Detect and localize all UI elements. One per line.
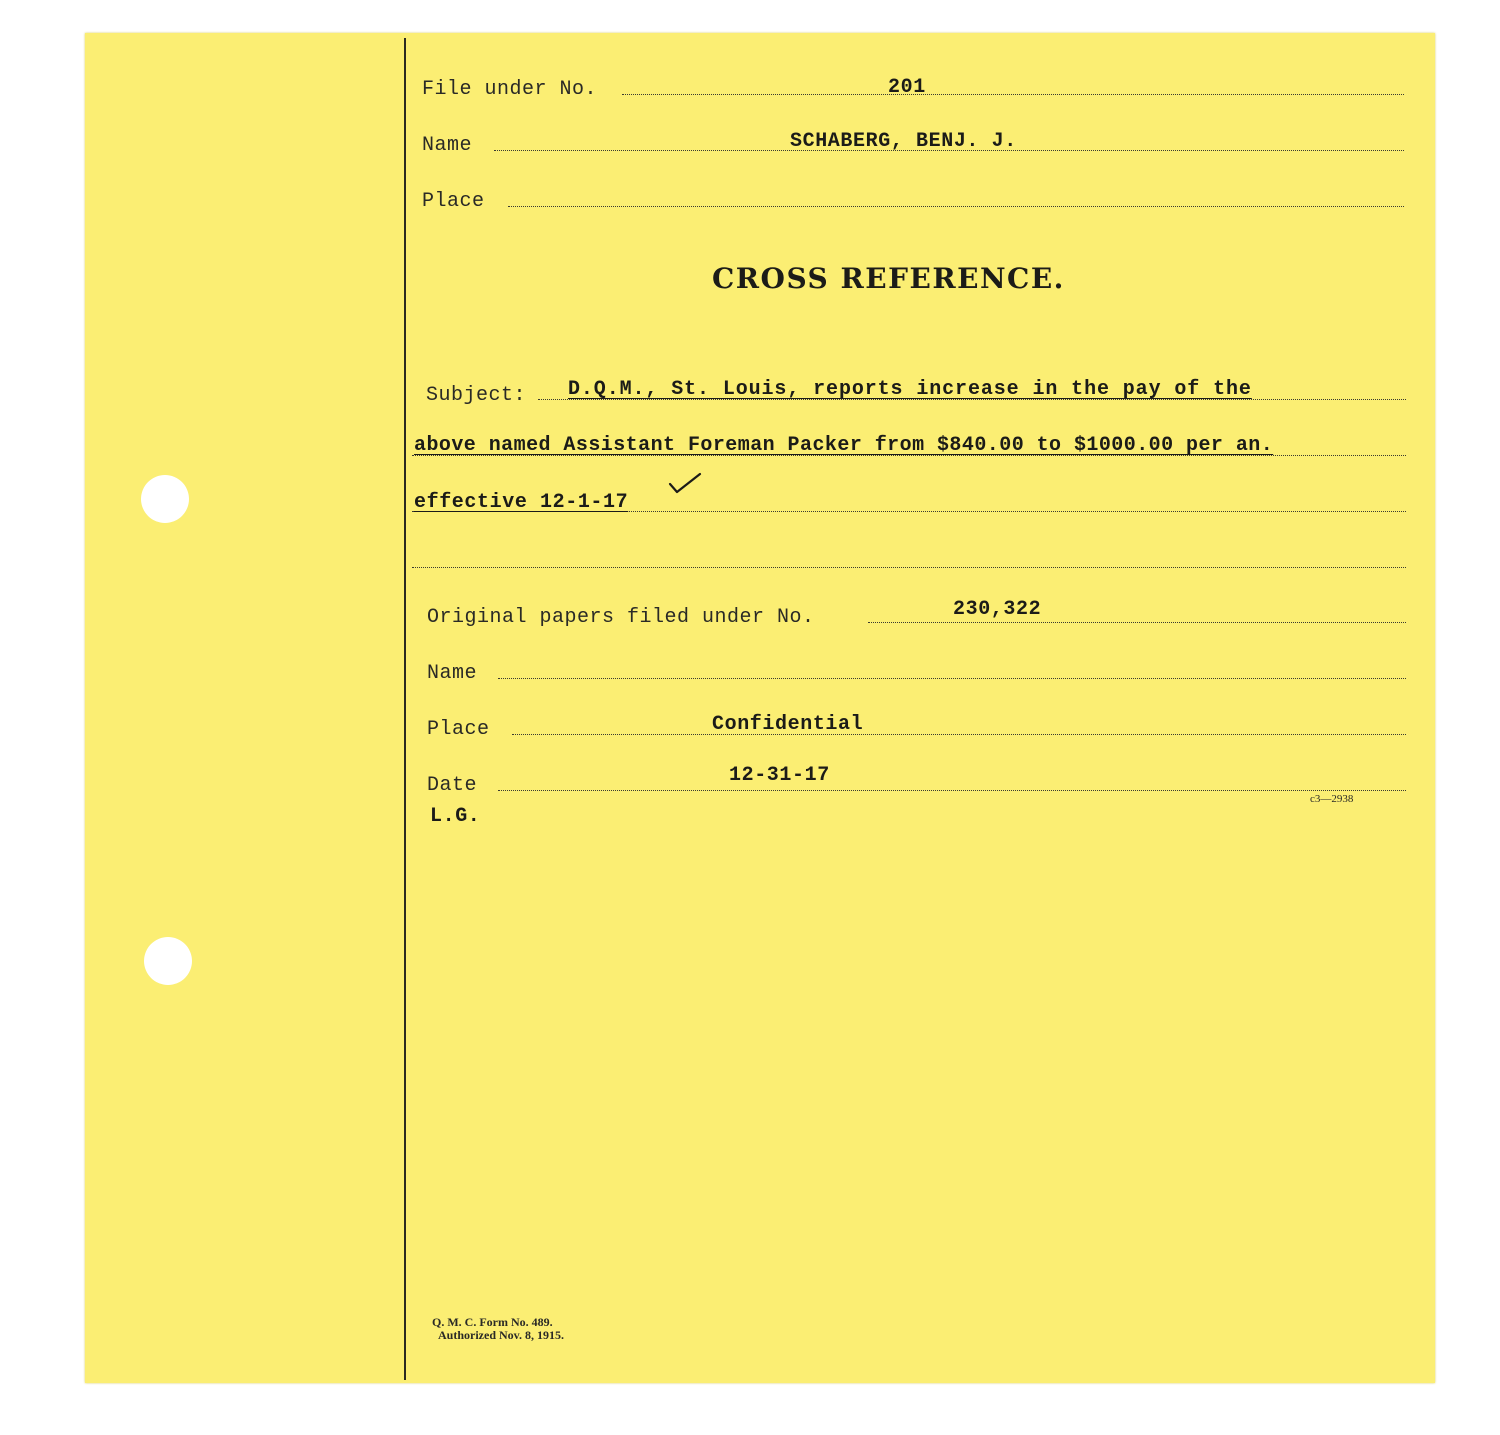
subject-text-line-3: effective 12-1-17 [414, 491, 629, 514]
subject-line-4 [412, 567, 1406, 568]
name-value: SCHABERG, BENJ. J. [790, 130, 1017, 153]
subject-text-line-1: D.Q.M., St. Louis, reports increase in the pay of the [568, 378, 1252, 401]
file-under-label: File under No. [422, 78, 598, 101]
form-title: CROSS REFERENCE. [712, 262, 1065, 295]
checkmark-icon [668, 470, 702, 498]
original-place-label: Place [427, 718, 490, 741]
print-code: c3—2938 [1310, 793, 1354, 805]
original-papers-label: Original papers filed under No. [427, 606, 815, 629]
original-name-label: Name [427, 662, 478, 685]
cross-reference-card [85, 33, 1435, 1383]
place-label: Place [422, 190, 485, 213]
clerk-initials: L.G. [430, 805, 481, 828]
margin-rule [404, 38, 406, 1380]
original-name-line [498, 678, 1406, 679]
original-papers-value: 230,322 [953, 598, 1042, 621]
file-under-line [622, 94, 1404, 95]
form-footer [432, 1316, 564, 1342]
date-line [498, 790, 1406, 791]
name-label: Name [422, 134, 473, 157]
place-line [508, 206, 1404, 207]
original-place-value: Confidential [712, 713, 864, 736]
subject-label: Subject: [426, 384, 527, 407]
form-number: Q. M. C. Form No. 489. [432, 1315, 553, 1329]
punch-hole-top [141, 475, 189, 523]
date-value: 12-31-17 [729, 764, 830, 787]
date-label: Date [427, 774, 478, 797]
original-papers-line [868, 622, 1406, 623]
subject-text-line-2: above named Assistant Foreman Packer from $840.00 to $1000.00 per an. [414, 434, 1274, 457]
original-place-line [512, 734, 1406, 735]
punch-hole-bottom [144, 937, 192, 985]
form-authorization: Authorized Nov. 8, 1915. [438, 1328, 564, 1342]
file-under-value: 201 [888, 76, 926, 99]
